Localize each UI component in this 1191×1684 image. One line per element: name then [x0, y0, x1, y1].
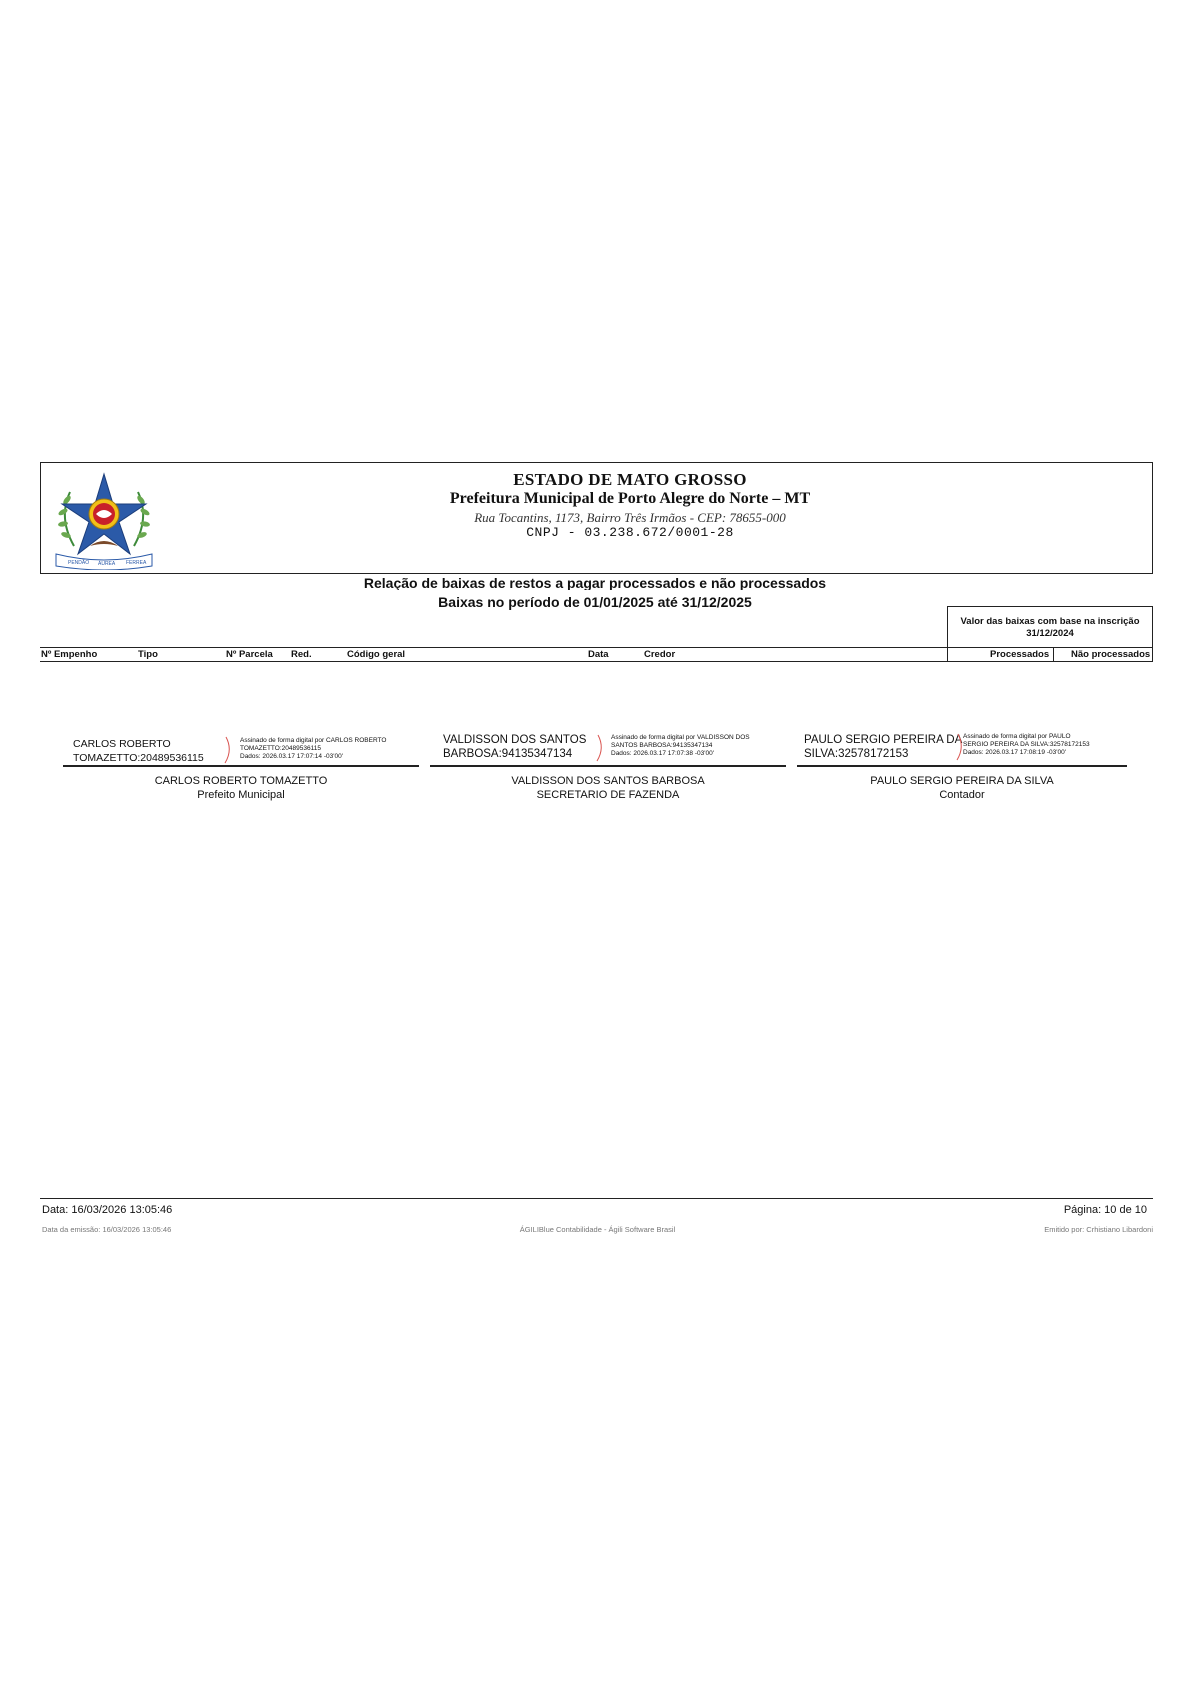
- signature-meta-2: Assinado de forma digital por VALDISSON DOS SANTOS BARBOSA:94135347134 Dados: 2026.03.17 17:07:38 -03'00': [611, 734, 750, 757]
- cnpj: CNPJ - 03.238.672/0001-28: [526, 525, 734, 540]
- prefeitura-name: Prefeitura Municipal de Porto Alegre do Norte – MT: [449, 490, 811, 507]
- signature-line-1: [63, 765, 419, 767]
- col-parcela: Nº Parcela: [226, 649, 273, 660]
- col-credor: Credor: [644, 649, 676, 660]
- col-nao-processados: Não processados: [1071, 649, 1151, 660]
- state-name: ESTADO DE MATO GROSSO: [513, 470, 747, 489]
- valor-header-line2: 31/12/2024: [1026, 628, 1074, 639]
- col-data: Data: [588, 649, 609, 660]
- svg-text:ÁUREA: ÁUREA: [98, 561, 116, 567]
- signature-meta-1: Assinado de forma digital por CARLOS ROBERTO TOMAZETTO:20489536115 Dados: 2026.03.17 17:07:14 -03'00': [240, 737, 387, 760]
- column-divider: [947, 647, 948, 662]
- col-codigo-geral: Código geral: [347, 649, 406, 660]
- column-divider: [1053, 647, 1054, 662]
- footer-date: Data: 16/03/2026 13:05:46: [42, 1204, 173, 1216]
- digital-signature-3: PAULO SERGIO PEREIRA DA SILVA:32578172153: [804, 734, 963, 760]
- footer-page-number: Página: 10 de 10: [1063, 1204, 1147, 1216]
- column-divider: [1152, 647, 1153, 662]
- signature-mark-icon: [594, 734, 608, 762]
- svg-text:PENDÃO: PENDÃO: [68, 560, 90, 566]
- footer-issuer: Emitido por: Crhistiano Libardoni: [1044, 1225, 1153, 1234]
- col-tipo: Tipo: [138, 649, 158, 660]
- signature-meta-3: Assinado de forma digital por PAULO SERGIO PEREIRA DA SILVA:32578172153 Dados: 2026.03.17 17:08:19 -03'00': [963, 733, 1090, 756]
- report-title: Relação de baixas de restos a pagar processados e não processados: [363, 577, 827, 590]
- digital-signature-1: CARLOS ROBERTO TOMAZETTO:20489536115: [73, 738, 204, 764]
- signature-mark-icon: [222, 736, 236, 764]
- footer-software: ÁGILIBlue Contabilidade - Ágili Software Brasil: [519, 1225, 676, 1234]
- valor-header-line1: Valor das baixas com base na inscrição: [960, 616, 1140, 627]
- footer-divider: [40, 1198, 1153, 1199]
- col-empenho: Nº Empenho: [41, 649, 98, 660]
- signatory-3: PAULO SERGIO PEREIRA DA SILVA Contador: [870, 775, 1054, 801]
- signatory-1: CARLOS ROBERTO TOMAZETTO Prefeito Municipal: [154, 775, 328, 801]
- signatory-2: VALDISSON DOS SANTOS BARBOSA SECRETARIO DE FAZENDA: [511, 775, 705, 801]
- municipal-crest: [52, 470, 156, 570]
- report-period: Baixas no período de 01/01/2025 até 31/12/2025: [438, 594, 752, 610]
- col-processados: Processados: [990, 649, 1050, 660]
- address: Rua Tocantins, 1173, Bairro Três Irmãos - CEP: 78655-000: [474, 510, 786, 525]
- col-red: Red.: [291, 649, 312, 660]
- signature-line-2: [430, 765, 786, 767]
- digital-signature-2: VALDISSON DOS SANTOS BARBOSA:94135347134: [443, 734, 587, 760]
- footer-emission-date: Data da emissão: 16/03/2026 13:05:46: [42, 1225, 172, 1234]
- svg-text:FERREA: FERREA: [126, 560, 147, 566]
- valor-header-box: [947, 606, 1153, 648]
- signature-line-3: [797, 765, 1127, 767]
